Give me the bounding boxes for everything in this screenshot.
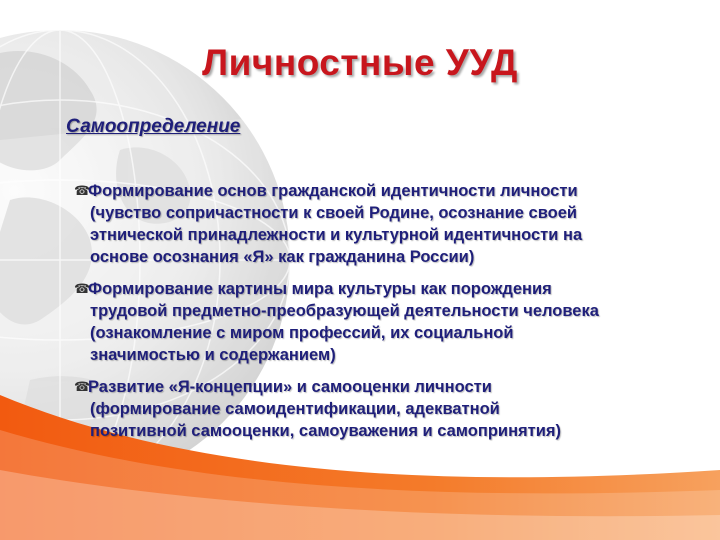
list-item <box>74 376 684 442</box>
list-item <box>74 278 684 366</box>
slide-title: Личностные УУД <box>202 42 518 83</box>
item-line: трудовой предметно-преобразующей деятельности человека <box>90 302 599 320</box>
item-line: Формирование картины мира культуры как порождения <box>88 280 552 298</box>
bullet-list <box>74 180 684 452</box>
item-line: значимостью и содержанием) <box>90 346 336 364</box>
list-item <box>74 180 684 268</box>
item-line: основе осознания «Я» как гражданина России) <box>90 248 475 266</box>
item-line: этнической принадлежности и культурной идентичности на <box>90 226 583 244</box>
item-line: (чувство сопричастности к своей Родине, осознание своей <box>90 204 578 222</box>
item-line: (ознакомление с миром профессий, их социальной <box>90 324 514 342</box>
item-line: (формирование самоидентификации, адекватной <box>90 400 500 418</box>
telephone-icon: ☎ <box>74 281 91 296</box>
telephone-icon: ☎ <box>74 183 91 198</box>
telephone-icon: ☎ <box>74 379 91 394</box>
item-line: позитивной самооценки, самоуважения и самопринятия) <box>90 422 562 440</box>
item-line: Развитие «Я-концепции» и самооценки личности <box>88 378 492 396</box>
section-heading: Самоопределение <box>66 116 241 137</box>
item-line: Формирование основ гражданской идентичности личности <box>88 182 578 200</box>
